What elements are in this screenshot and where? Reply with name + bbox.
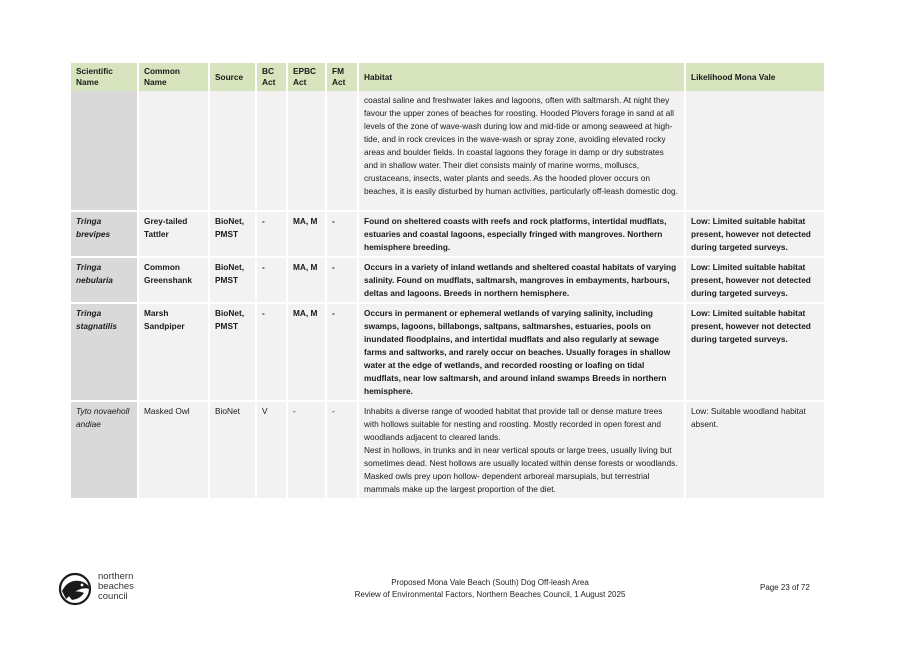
cell-source: BioNet, PMST	[210, 212, 257, 258]
cell-likelihood: Low: Limited suitable habitat present, however not detected during targeted surveys.	[686, 258, 826, 304]
cell-habitat: coastal saline and freshwater lakes and lagoons, often with saltmarsh. At night they favour the upper zones of beaches for roosting. Hooded Plovers forage in sand at all levels of the zone of wave-wash during low and mid-tide or among seaweed at high-tide, and in rock crevices in the wave-wash or spray zone, avoiding elevated rocky areas and boulder fields. In coastal lagoons they forage in damp or dry substrates and in shallow water. Their diet consists mainly of marine worms, molluscs, crustaceans, insects, water plants and seeds. As the hooded plover occurs on beaches, it is easily disturbed by human activities, particularly off-leash domestic dog.	[359, 91, 686, 212]
header-fm-act: FM Act	[327, 63, 359, 91]
cell-likelihood: Low: Limited suitable habitat present, however not detected during targeted surveys.	[686, 304, 826, 402]
footer-title: Proposed Mona Vale Beach (South) Dog Off-leash Area	[391, 578, 589, 587]
header-common-name: Common Name	[139, 63, 210, 91]
cell-likelihood: Low: Suitable woodland habitat absent.	[686, 402, 826, 500]
cell-common: Marsh Sandpiper	[139, 304, 210, 402]
cell-fm: -	[327, 402, 359, 500]
cell-epbc: MA, M	[288, 304, 327, 402]
footer-document-title	[300, 577, 680, 601]
table-header-row	[71, 63, 826, 91]
cell-common: Masked Owl	[139, 402, 210, 500]
cell-source	[210, 91, 257, 212]
page-number: Page 23 of 72	[760, 583, 810, 592]
footer-subtitle: Review of Environmental Factors, Northern Beaches Council, 1 August 2025	[354, 590, 626, 599]
cell-source: BioNet, PMST	[210, 304, 257, 402]
cell-common: Common Greenshank	[139, 258, 210, 304]
logo-line: beaches	[98, 581, 134, 592]
cell-habitat: Occurs in a variety of inland wetlands and sheltered coastal habitats of varying salinity. Found on mudflats, saltmarsh, mangroves in embayments, harbours, deltas and lagoons. Breeds in northern hemisphere.	[359, 258, 686, 304]
cell-bc: -	[257, 258, 288, 304]
cell-epbc	[288, 91, 327, 212]
header-bc-act: BC Act	[257, 63, 288, 91]
table-row	[71, 304, 826, 402]
habitat-paragraph: Inhabits a diverse range of wooded habitat that provide tall or dense mature trees with hollows suitable for nesting and roosting. Mostly recorded in open forest and woodlands adjacent to cleared lands.	[364, 406, 663, 442]
cell-fm: -	[327, 258, 359, 304]
cell-bc: -	[257, 212, 288, 258]
table-row	[71, 91, 826, 212]
header-habitat: Habitat	[359, 63, 686, 91]
cell-epbc: MA, M	[288, 258, 327, 304]
cell-scientific: Tringa stagnatilis	[71, 304, 139, 402]
cell-scientific: Tringa brevipes	[71, 212, 139, 258]
cell-habitat	[359, 402, 686, 500]
council-logo-text	[98, 572, 134, 602]
cell-common: Grey-tailed Tattler	[139, 212, 210, 258]
cell-scientific: Tyto novaehollandiae	[71, 402, 139, 500]
cell-source: BioNet, PMST	[210, 258, 257, 304]
table-row	[71, 212, 826, 258]
cell-scientific	[71, 91, 139, 212]
header-likelihood: Likelihood Mona Vale	[686, 63, 826, 91]
cell-fm	[327, 91, 359, 212]
cell-fm: -	[327, 304, 359, 402]
fish-emblem-icon	[56, 571, 96, 607]
cell-scientific: Tringa nebularia	[71, 258, 139, 304]
cell-common	[139, 91, 210, 212]
cell-bc	[257, 91, 288, 212]
header-source: Source	[210, 63, 257, 91]
habitat-paragraph: Nest in hollows, in trunks and in near vertical spouts or large trees, usually living but sometimes dead. Nest hollows are usually located within dense forests or woodlands. Masked owls prey upon hollow- dependent arboreal marsupials, but terrestrial mammals make up the largest proportion of the diet.	[364, 445, 678, 494]
header-scientific-name: Scientific Name	[71, 63, 139, 91]
table-row	[71, 258, 826, 304]
logo-line: northern	[98, 571, 134, 582]
cell-fm: -	[327, 212, 359, 258]
cell-likelihood: Low: Limited suitable habitat present, however not detected during targeted surveys.	[686, 212, 826, 258]
cell-bc: V	[257, 402, 288, 500]
table-row	[71, 402, 826, 500]
logo-line: council	[98, 591, 128, 602]
cell-habitat: Found on sheltered coasts with reefs and rock platforms, intertidal mudflats, estuaries and coastal lagoons, especially fringed with mangroves. Northern hemisphere breeding.	[359, 212, 686, 258]
cell-bc: -	[257, 304, 288, 402]
cell-source: BioNet	[210, 402, 257, 500]
species-habitat-table	[71, 63, 826, 500]
cell-epbc: -	[288, 402, 327, 500]
cell-epbc: MA, M	[288, 212, 327, 258]
header-epbc-act: EPBC Act	[288, 63, 327, 91]
cell-likelihood	[686, 91, 826, 212]
cell-habitat: Occurs in permanent or ephemeral wetlands of varying salinity, including swamps, lagoons, billabongs, saltpans, saltmarshes, estuaries, pools on inundated floodplains, and intertidal mudflats and also regularly at sewage farms and saltworks, and rarely occur on beaches. Usually forages in shallow water at the edge of wetlands, and recorded roosting or loafing on tidal mudflats, near low saltmarsh, and around inland swamps Breeds in northern hemisphere.	[359, 304, 686, 402]
